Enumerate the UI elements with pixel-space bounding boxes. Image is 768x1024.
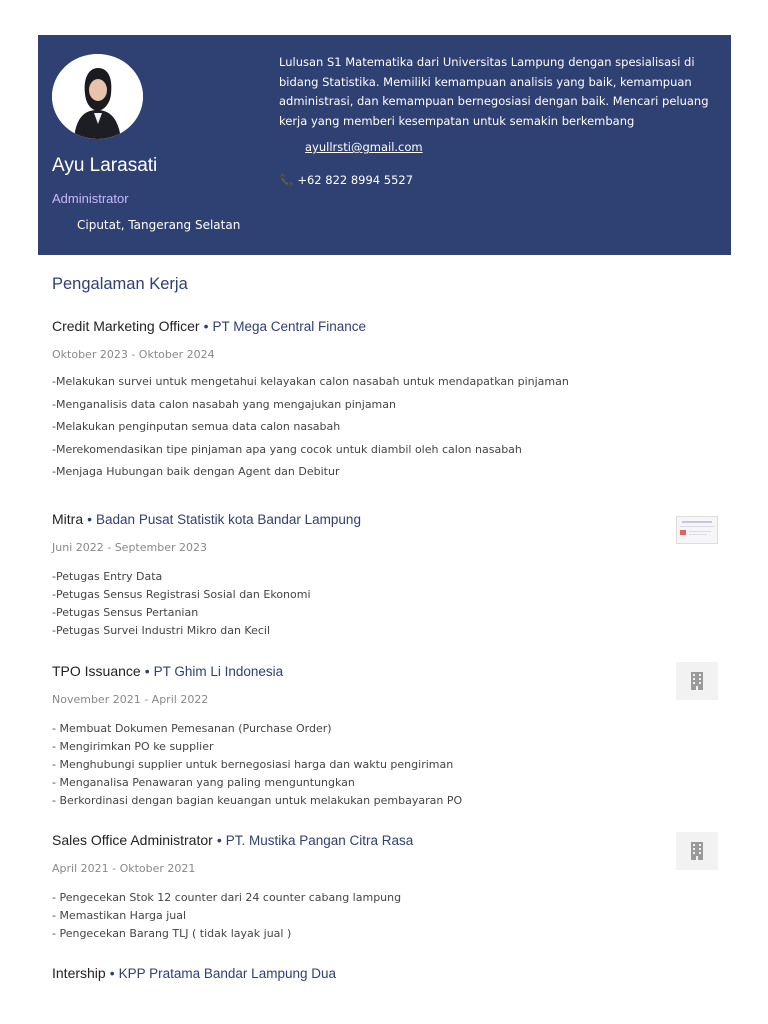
duty-item: - Mengirimkan PO ke supplier <box>52 740 214 753</box>
job-heading <box>52 318 672 334</box>
job-entry <box>52 663 672 810</box>
duty-item: -Petugas Sensus Pertanian <box>52 606 199 619</box>
duty-list <box>52 568 672 640</box>
duty-item: - Memastikan Harga jual <box>52 909 187 922</box>
company-name: KPP Pratama Bandar Lampung Dua <box>118 966 336 981</box>
duty-item: -Menjaga Hubungan baik dengan Agent dan Debitur <box>52 465 340 478</box>
job-entry <box>52 511 672 640</box>
job-title: Mitra <box>52 511 84 527</box>
separator: • <box>144 663 150 679</box>
job-title: Credit Marketing Officer <box>52 318 200 334</box>
profile-role: Administrator <box>52 191 129 206</box>
job-title: TPO Issuance <box>52 663 141 679</box>
duty-item: - Pengecekan Stok 12 counter dari 24 counter cabang lampung <box>52 891 402 904</box>
phone-line <box>279 173 413 187</box>
duty-list <box>52 375 672 478</box>
separator: • <box>216 832 222 848</box>
separator: • <box>203 318 209 334</box>
job-dates: Oktober 2023 - Oktober 2024 <box>52 348 215 361</box>
job-entry <box>52 318 672 488</box>
duty-list <box>52 720 672 810</box>
job-title: Sales Office Administrator <box>52 832 213 848</box>
duty-item: -Petugas Sensus Registrasi Sosial dan Ekonomi <box>52 588 311 601</box>
company-name: PT. Mustika Pangan Citra Rasa <box>225 833 414 848</box>
job-heading <box>52 832 672 848</box>
duty-list <box>52 889 672 943</box>
profile-location: Ciputat, Tangerang Selatan <box>77 218 241 232</box>
duty-item: -Merekomendasikan tipe pinjaman apa yang cocok untuk diambil oleh calon nasabah <box>52 442 522 456</box>
avatar <box>52 54 143 139</box>
duty-item: -Menganalisis data calon nasabah yang mengajukan pinjaman <box>52 397 396 411</box>
duty-item: - Pengecekan Barang TLJ ( tidak layak jual ) <box>52 927 292 940</box>
duty-item: - Menganalisa Penawaran yang paling menguntungkan <box>52 776 355 789</box>
phone-number: +62 822 8994 5527 <box>297 173 414 187</box>
duty-item: -Melakukan survei untuk mengetahui kelayakan calon nasabah untuk mendapatkan pinjaman <box>52 375 569 388</box>
profile-name: Ayu Larasati <box>52 155 158 176</box>
job-entry <box>52 965 672 981</box>
duty-item: - Menghubungi supplier untuk bernegosiasi harga dan waktu pengiriman <box>52 758 454 771</box>
duty-item: -Petugas Survei Industri Mikro dan Kecil <box>52 624 271 637</box>
phone-icon: 📞 <box>279 173 294 187</box>
building-icon <box>676 832 718 870</box>
company-name: PT Mega Central Finance <box>212 319 367 334</box>
duty-item: - Berkordinasi dengan bagian keuangan untuk melakukan pembayaran PO <box>52 794 463 807</box>
company-name: PT Ghim Li Indonesia <box>153 664 284 679</box>
job-heading <box>52 965 672 981</box>
job-heading <box>52 511 672 527</box>
job-heading <box>52 663 672 679</box>
job-dates: April 2021 - Oktober 2021 <box>52 862 196 875</box>
duty-item: -Petugas Entry Data <box>52 570 163 583</box>
separator: • <box>109 965 115 981</box>
duty-item: - Membuat Dokumen Pemesanan (Purchase Order) <box>52 722 332 735</box>
separator: • <box>87 511 93 527</box>
job-entry <box>52 832 672 943</box>
section-title: Pengalaman Kerja <box>52 275 188 293</box>
email-link[interactable]: ayullrsti@gmail.com <box>305 140 423 154</box>
building-icon <box>676 662 718 700</box>
duty-item: -Melakukan penginputan semua data calon nasabah <box>52 420 341 433</box>
company-name: Badan Pusat Statistik kota Bandar Lampung <box>96 512 361 527</box>
job-title: Intership <box>52 965 106 981</box>
job-dates: Juni 2022 - September 2023 <box>52 541 207 554</box>
profile-summary: Lulusan S1 Matematika dari Universitas Lampung dengan spesialisasi di bidang Statistika. Memiliki kemampuan analisis yang baik, kemampuan administrasi, dan kemampuan bernegosiasi dengan baik. Mencari peluang kerja yang memberi kesempatan untuk semakin berkembang <box>279 55 709 128</box>
profile-header <box>38 35 731 255</box>
job-dates: November 2021 - April 2022 <box>52 693 209 706</box>
company-document-thumbnail[interactable] <box>676 516 718 544</box>
